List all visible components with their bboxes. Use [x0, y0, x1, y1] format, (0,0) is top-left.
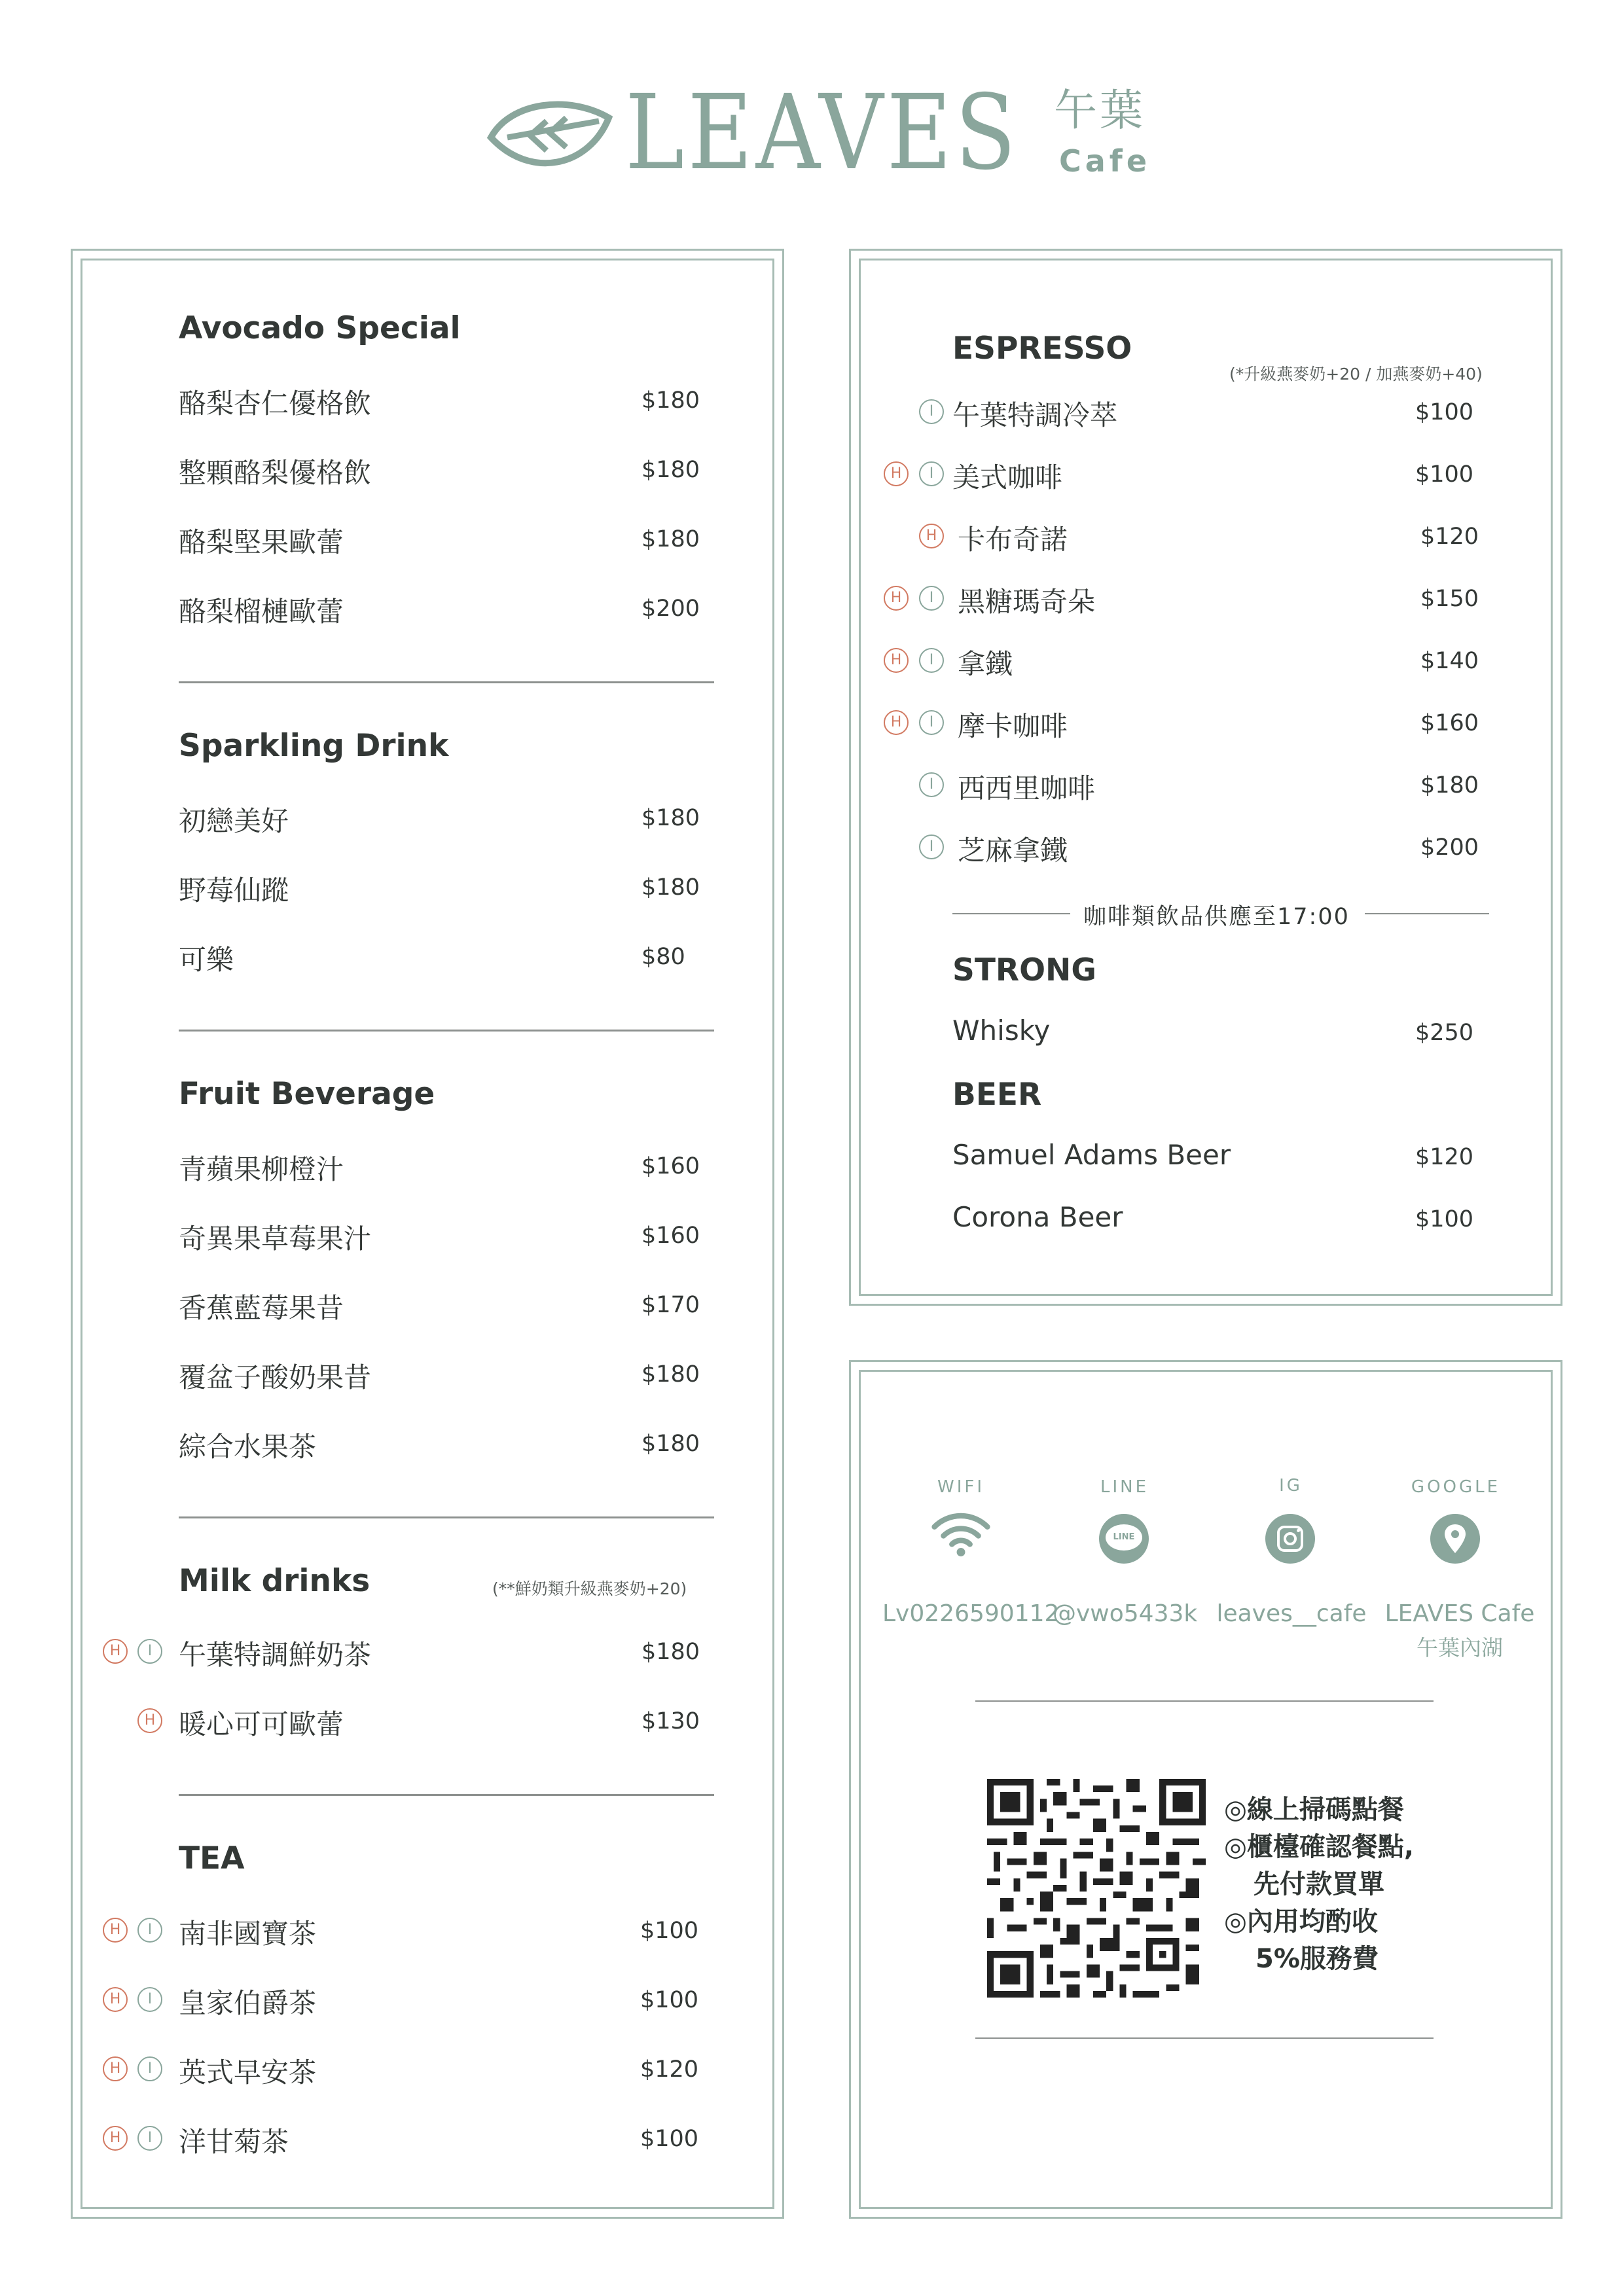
- menu-item-price: $130: [641, 1708, 700, 1734]
- milk-note: (**鮮奶類升級燕麥奶+20): [492, 1579, 687, 1598]
- ice-badge-icon: I: [137, 2056, 162, 2081]
- wifi-password: Lv0226590112: [882, 1600, 1060, 1627]
- menu-item-price: $150: [1420, 586, 1479, 612]
- ice-badge-icon: I: [919, 710, 944, 735]
- menu-item-name: 午葉特調鮮奶茶: [179, 1639, 372, 1671]
- menu-item-price: $160: [641, 1153, 700, 1179]
- hot-badge-icon: H: [884, 710, 909, 735]
- menu-item-name: Samuel Adams Beer: [952, 1139, 1231, 1171]
- menu-item-name: 拿鐵: [958, 648, 1013, 680]
- menu-item-name: 美式咖啡: [952, 461, 1063, 493]
- menu-item-price: $100: [1415, 399, 1474, 425]
- wifi-icon[interactable]: [931, 1509, 991, 1557]
- menu-item-name: 初戀美好: [179, 805, 289, 837]
- section-divider: [179, 681, 714, 683]
- ig-label: IG: [1279, 1476, 1303, 1496]
- menu-item-name: 酪梨榴槤歐蕾: [179, 596, 344, 628]
- menu-item-name: 皇家伯爵茶: [179, 1987, 317, 2019]
- menu-item-name: 黑糖瑪奇朵: [958, 586, 1096, 618]
- menu-item-price: $180: [641, 805, 700, 831]
- ice-badge-icon: I: [919, 834, 944, 859]
- menu-item-price: $160: [641, 1223, 700, 1249]
- hot-badge-icon: H: [103, 2126, 128, 2151]
- qr-note-line: ◎線上掃碼點餐: [1224, 1795, 1404, 1825]
- section-title-strong: STRONG: [952, 952, 1096, 988]
- hot-badge-icon: H: [103, 2056, 128, 2081]
- hot-badge-icon: H: [919, 524, 944, 548]
- menu-item-price: $100: [1415, 1206, 1474, 1232]
- ig-handle: leaves__cafe: [1216, 1600, 1367, 1627]
- line-icon[interactable]: [1099, 1514, 1149, 1564]
- menu-item-price: $120: [640, 2056, 699, 2083]
- google-name-cn: 午葉內湖: [1416, 1635, 1503, 1660]
- ice-badge-icon: I: [919, 461, 944, 486]
- google-label: GOOGLE: [1411, 1477, 1501, 1497]
- menu-item-name: 英式早安茶: [179, 2056, 317, 2089]
- qr-note-line: ◎櫃檯確認餐點,: [1224, 1832, 1415, 1862]
- hot-badge-icon: H: [884, 586, 909, 611]
- menu-item-name: 洋甘菊茶: [179, 2126, 289, 2158]
- section-divider: [179, 1794, 714, 1796]
- menu-item-name: 奇異果草莓果汁: [179, 1223, 372, 1255]
- brand-sub: Cafe: [1059, 143, 1151, 179]
- menu-item-price: $180: [641, 1361, 700, 1388]
- menu-item-price: $180: [641, 526, 700, 552]
- section-title-avocado: Avocado Special: [179, 310, 461, 346]
- qr-code-icon[interactable]: [987, 1779, 1206, 1998]
- info-divider-bottom: [975, 2037, 1434, 2039]
- menu-item-price: $170: [641, 1292, 700, 1318]
- ice-badge-icon: I: [137, 1639, 162, 1664]
- section-title-espresso: ESPRESSO: [952, 331, 1132, 367]
- menu-item-name: 野莓仙蹤: [179, 874, 289, 906]
- espresso-note: (*升級燕麥奶+20 / 加燕麥奶+40): [1229, 365, 1483, 384]
- line-id: @vwo5433k: [1053, 1600, 1198, 1627]
- menu-item-name: 綜合水果茶: [179, 1431, 317, 1463]
- ice-badge-icon: I: [137, 1918, 162, 1943]
- cafe-logo: [484, 73, 1152, 196]
- menu-item-price: $160: [1420, 710, 1479, 736]
- hot-badge-icon: H: [103, 1987, 128, 2012]
- section-divider: [179, 1030, 714, 1031]
- section-title-fruit: Fruit Beverage: [179, 1076, 435, 1112]
- section-divider: [179, 1516, 714, 1518]
- brand-name: LEAVES: [625, 73, 1020, 193]
- hot-badge-icon: H: [884, 461, 909, 486]
- map-pin-icon[interactable]: [1430, 1514, 1480, 1564]
- menu-item-name: 覆盆子酸奶果昔: [179, 1361, 372, 1393]
- line-icon-text: LINE: [1106, 1524, 1142, 1551]
- hot-badge-icon: H: [103, 1639, 128, 1664]
- menu-item-name: 暖心可可歐蕾: [179, 1708, 344, 1740]
- menu-item-price: $120: [1420, 524, 1479, 550]
- brand-name-cn: 午葉: [1054, 85, 1146, 135]
- line-label: LINE: [1100, 1477, 1149, 1497]
- menu-item-price: $250: [1415, 1020, 1474, 1046]
- menu-item-price: $180: [641, 387, 700, 414]
- menu-item-price: $180: [641, 874, 700, 901]
- menu-item-name: 酪梨杏仁優格飲: [179, 387, 372, 420]
- supply-note-line-right: [1365, 913, 1489, 914]
- menu-item-name: 整顆酪梨優格飲: [179, 457, 372, 489]
- menu-item-price: $100: [640, 1918, 699, 1944]
- ice-badge-icon: I: [137, 1987, 162, 2012]
- menu-item-price: $180: [641, 1431, 700, 1457]
- qr-note-line: ◎內用均酌收: [1224, 1907, 1378, 1937]
- menu-item-price: $100: [640, 1987, 699, 2013]
- menu-item-price: $100: [640, 2126, 699, 2152]
- menu-item-price: $140: [1420, 648, 1479, 674]
- menu-item-price: $200: [641, 596, 700, 622]
- google-name: LEAVES Cafe: [1384, 1600, 1535, 1627]
- info-divider-top: [975, 1700, 1434, 1702]
- menu-item-name: 可樂: [179, 944, 234, 976]
- ice-badge-icon: I: [919, 648, 944, 673]
- menu-item-price: $200: [1420, 834, 1479, 861]
- section-title-tea: TEA: [179, 1840, 245, 1876]
- wifi-label: WIFI: [937, 1477, 984, 1497]
- supply-note-line-left: [952, 913, 1070, 914]
- menu-item-price: $80: [641, 944, 685, 970]
- menu-item-name: 南非國寶茶: [179, 1918, 317, 1950]
- hot-badge-icon: H: [884, 648, 909, 673]
- menu-item-name: 酪梨堅果歐蕾: [179, 526, 344, 558]
- menu-item-name: 卡布奇諾: [958, 524, 1068, 556]
- menu-item-price: $180: [1420, 772, 1479, 798]
- menu-item-name: Whisky: [952, 1014, 1051, 1047]
- menu-item-name: Corona Beer: [952, 1201, 1123, 1233]
- coffee-supply-note: 咖啡類飲品供應至17:00: [1083, 904, 1350, 930]
- leaf-logo-icon: [484, 95, 615, 180]
- hot-badge-icon: H: [103, 1918, 128, 1943]
- ice-badge-icon: I: [919, 399, 944, 424]
- section-title-beer: BEER: [952, 1077, 1042, 1113]
- menu-item-price: $180: [641, 457, 700, 483]
- ice-badge-icon: I: [137, 2126, 162, 2151]
- menu-item-name: 午葉特調冷萃: [952, 399, 1118, 431]
- menu-item-price: $180: [641, 1639, 700, 1665]
- section-title-milk: Milk drinks: [179, 1563, 370, 1599]
- ice-badge-icon: I: [919, 586, 944, 611]
- menu-item-price: $120: [1415, 1144, 1474, 1170]
- menu-item-name: 香蕉藍莓果昔: [179, 1292, 344, 1324]
- menu-item-price: $100: [1415, 461, 1474, 488]
- menu-item-name: 青蘋果柳橙汁: [179, 1153, 344, 1185]
- menu-item-name: 芝麻拿鐵: [958, 834, 1068, 867]
- qr-note-line: 先付款買單: [1254, 1869, 1384, 1899]
- hot-badge-icon: H: [137, 1708, 162, 1733]
- qr-note-line: 5%服務費: [1255, 1944, 1379, 1974]
- instagram-icon[interactable]: [1265, 1514, 1315, 1564]
- menu-item-name: 西西里咖啡: [958, 772, 1096, 804]
- ice-badge-icon: I: [919, 772, 944, 797]
- menu-item-name: 摩卡咖啡: [958, 710, 1068, 742]
- section-title-sparkling: Sparkling Drink: [179, 728, 449, 764]
